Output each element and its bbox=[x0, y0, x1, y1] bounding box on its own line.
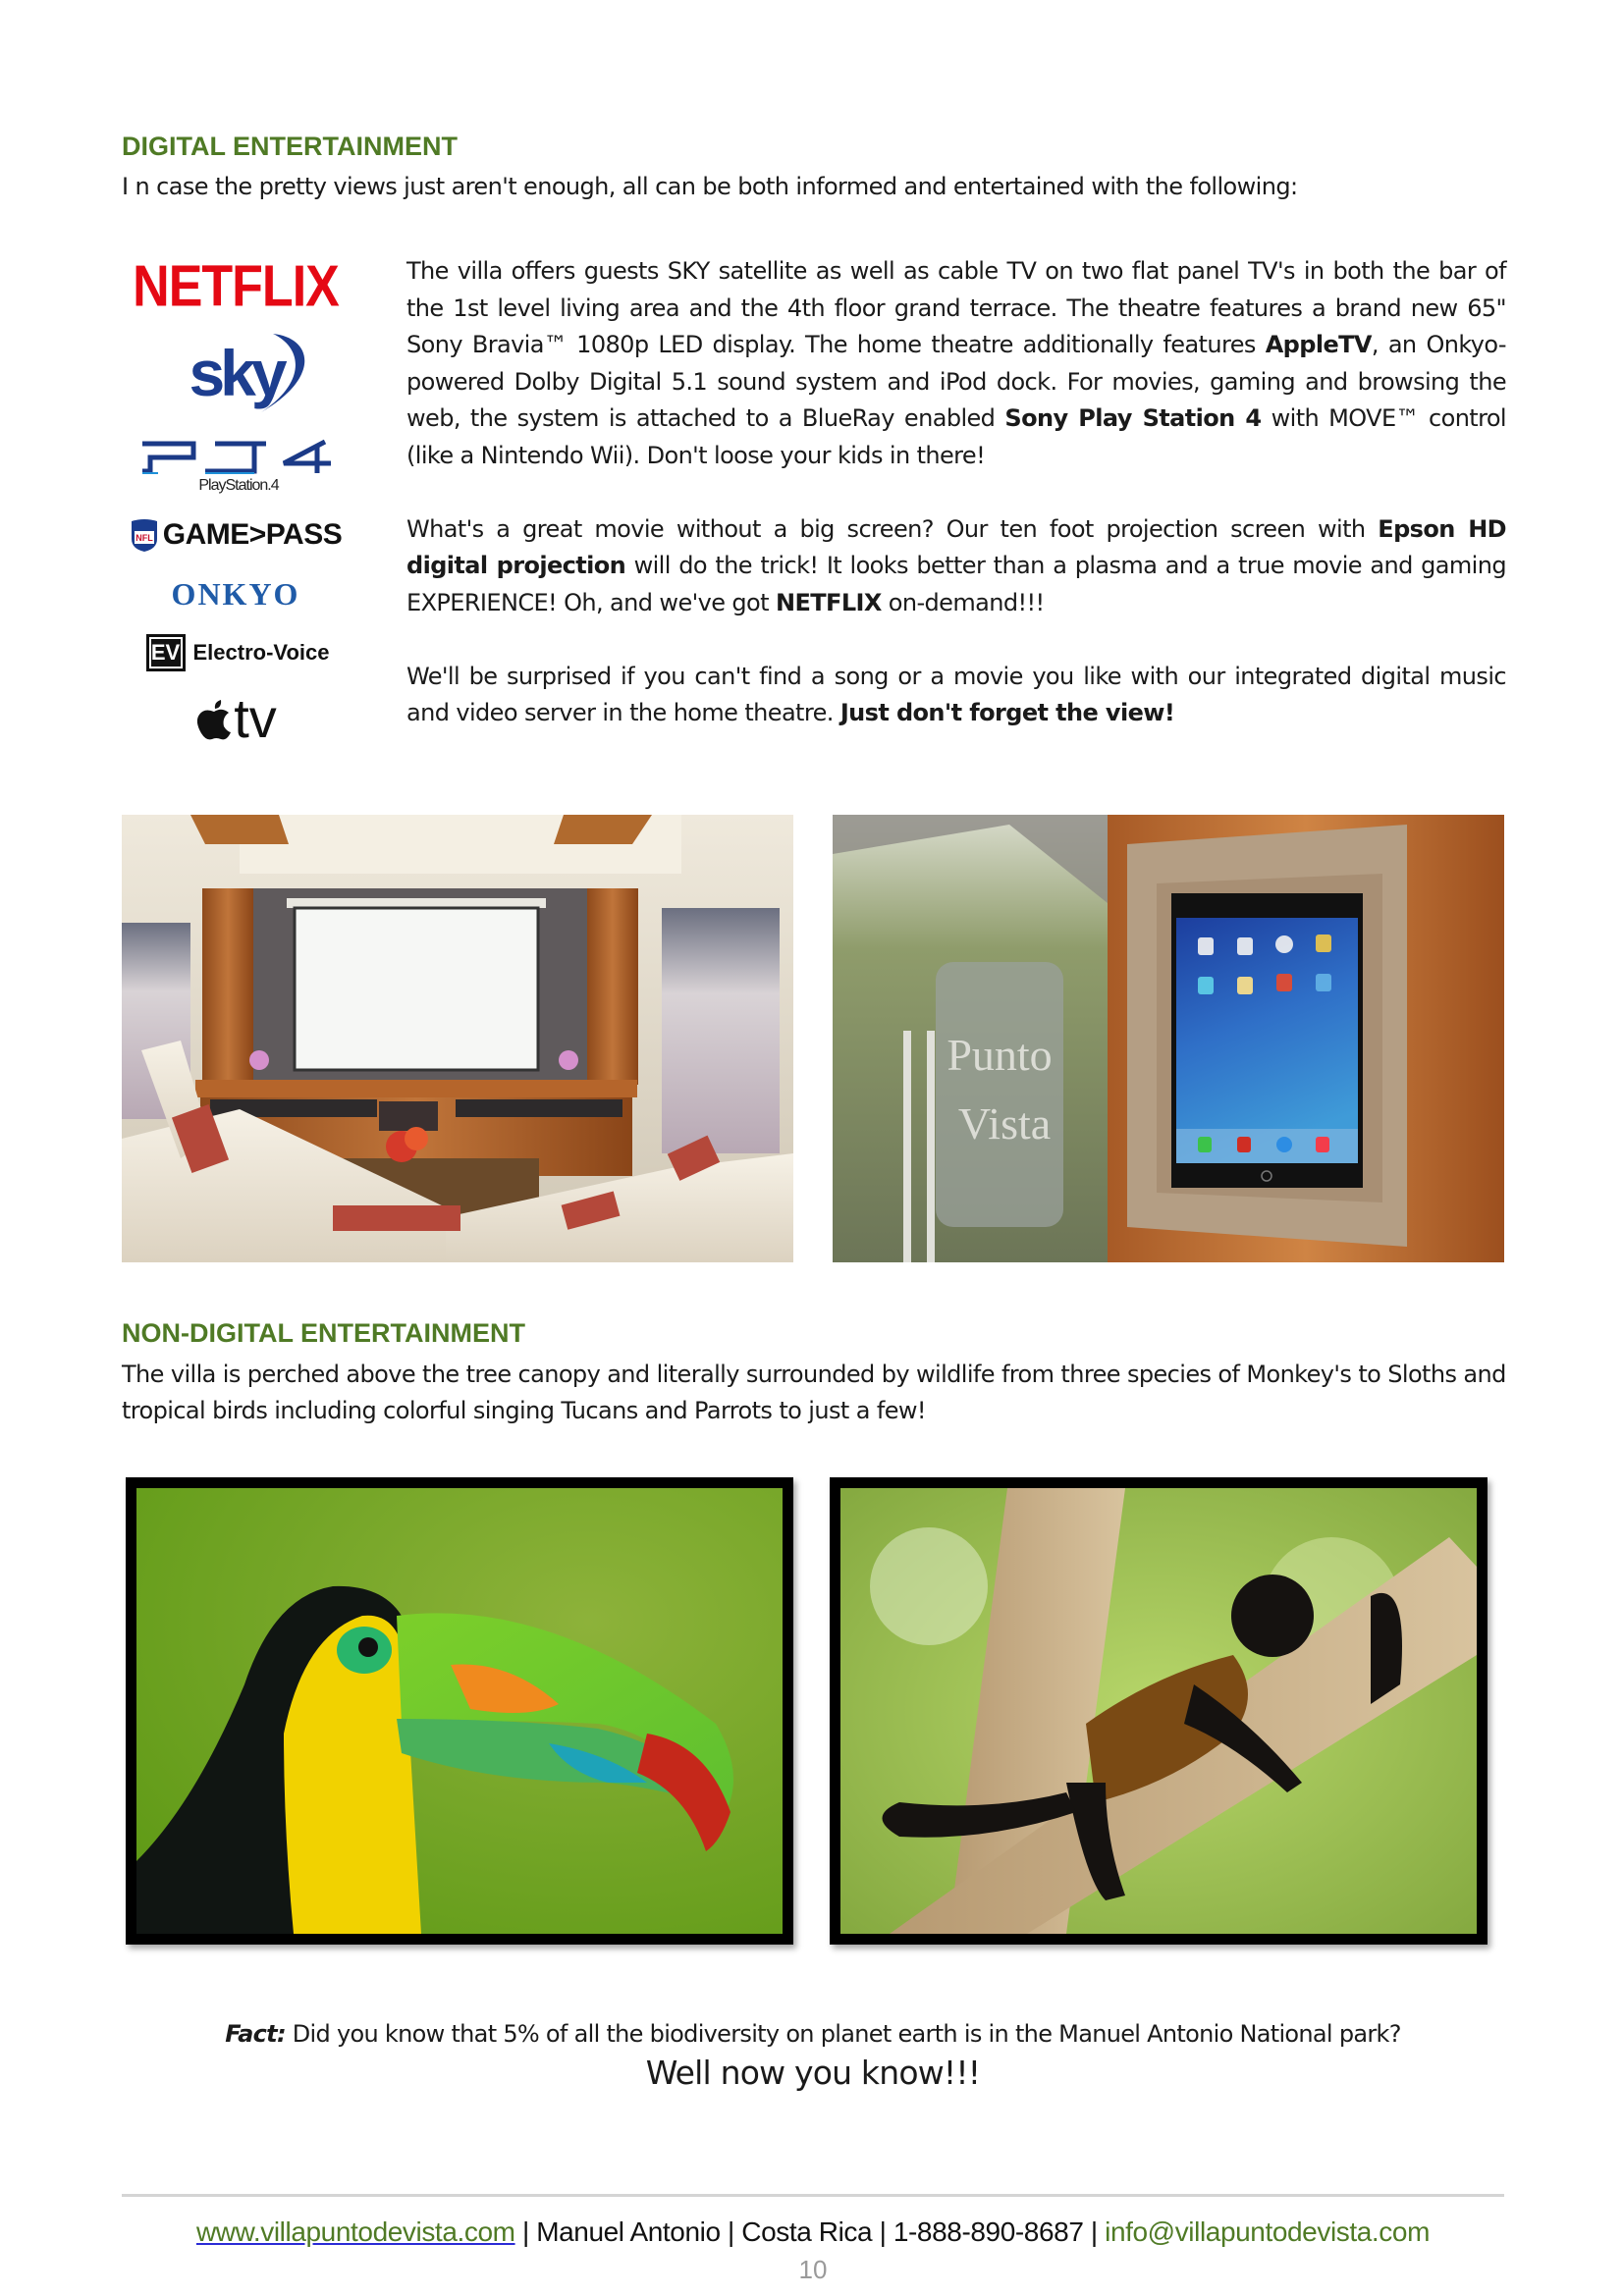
text-run: with MOVE™ control (like a Nintendo Wii). Don't loose your kids in there! bbox=[406, 404, 1507, 469]
bold-view: Just don't forget the view! bbox=[839, 699, 1175, 726]
bold-appletv: AppleTV bbox=[1265, 331, 1372, 358]
fact-line bbox=[122, 2020, 1504, 2048]
paragraph-projection bbox=[406, 511, 1506, 622]
digital-intro: I n case the pretty views just aren't enough, all can be both informed and entertained with the following: bbox=[122, 173, 1298, 200]
howler-monkey-photo bbox=[830, 1477, 1488, 1945]
bold-ps4: Sony Play Station 4 bbox=[1004, 404, 1262, 432]
home-theatre-photo bbox=[122, 815, 793, 1262]
apple-icon bbox=[194, 696, 234, 741]
text-run: , an Onkyo-powered Dolby Digital 5.1 sound system and iPod dock. For movies, gaming and browsing the web, the system is attached to a BlueRay enabled bbox=[406, 331, 1506, 432]
fact-punchline: Well now you know!!! bbox=[645, 2054, 981, 2092]
toucan-image bbox=[136, 1488, 783, 1934]
fact-label: Fact: bbox=[225, 2020, 286, 2048]
footer-location-phone: | Manuel Antonio | Costa Rica | 1-888-890-8687 | bbox=[514, 2216, 1106, 2247]
website-link[interactable]: www.villapuntodevista.com bbox=[195, 2216, 515, 2247]
sky-logo bbox=[147, 326, 324, 420]
onkyo-logo: ONKYO bbox=[171, 575, 300, 612]
ps4-wordmark-icon bbox=[138, 438, 340, 477]
digital-body bbox=[406, 253, 1506, 769]
home-theatre-image bbox=[122, 815, 793, 1262]
howler-monkey-image bbox=[840, 1488, 1477, 1934]
page-number: 10 bbox=[798, 2255, 828, 2284]
ev-badge-icon: EV bbox=[146, 634, 186, 671]
non-digital-intro: The villa is perched above the tree canopy and literally surrounded by wildlife from three species of Monkey's to Sloths and tropical birds including colorful singing Tucans and Parrots to just a few! bbox=[122, 1361, 1506, 1424]
wall-ipad-photo bbox=[833, 815, 1504, 1262]
non-digital-section-title: NON-DIGITAL ENTERTAINMENT bbox=[122, 1318, 525, 1348]
bold-epson: Epson HD digital projection bbox=[406, 514, 1507, 579]
nfl-shield-icon bbox=[130, 517, 159, 553]
text-run: will do the trick! It looks better than a plasma and a true movie and gaming EXPERIENCE! Oh, and we've got bbox=[406, 552, 1506, 616]
electro-voice-text: Electro-Voice bbox=[192, 640, 330, 665]
text-run: What's a great movie without a big screen? Our ten foot projection screen with bbox=[406, 514, 1379, 543]
paragraph-media-server bbox=[406, 659, 1506, 732]
sky-logo-text: sky bbox=[189, 337, 283, 409]
bold-netflix: NETFLIX bbox=[775, 588, 882, 616]
netflix-logo: NETFLIX bbox=[133, 253, 339, 320]
ps4-subtitle: PlayStation.4 bbox=[198, 477, 279, 494]
nfl-gamepass-logo bbox=[128, 512, 344, 558]
gamepass-text: GAME>PASS bbox=[162, 518, 343, 551]
ps4-logo bbox=[135, 432, 342, 501]
text-run: We'll be surprised if you can't find a song or a movie you like with our integrated digital music and video server in the home theatre. bbox=[406, 662, 1506, 726]
fact-text: Did you know that 5% of all the biodiversity on planet earth is in the Manuel Antonio National park? bbox=[285, 2020, 1401, 2048]
wall-ipad-image bbox=[833, 815, 1504, 1262]
paragraph-sky-tv bbox=[406, 253, 1506, 474]
apple-tv-logo bbox=[167, 687, 304, 750]
footer-divider bbox=[122, 2194, 1504, 2197]
email-link[interactable]: info@villapuntodevista.com bbox=[1105, 2216, 1431, 2247]
digital-section-title: DIGITAL ENTERTAINMENT bbox=[122, 132, 458, 161]
svg-text:Vista: Vista bbox=[957, 1098, 1052, 1148]
text-run: The villa offers guests SKY satellite as well as cable TV on two flat panel TV's in both the bar of the 1st level living area and the 4th floor grand terrace. The theatre features a brand new 65" Sony Bravia™ 1080p LED display. The home theatre additionally features bbox=[406, 257, 1506, 358]
sky-swoosh-icon bbox=[253, 328, 322, 416]
svg-text:NFL: NFL bbox=[135, 533, 153, 543]
electro-voice-logo bbox=[130, 630, 346, 675]
punto-vista-sign: Punto bbox=[947, 1030, 1053, 1080]
text-run: on-demand!!! bbox=[881, 588, 1045, 616]
footer-contact bbox=[122, 2216, 1504, 2248]
apple-tv-text: tv bbox=[234, 687, 277, 749]
toucan-photo bbox=[126, 1477, 793, 1945]
